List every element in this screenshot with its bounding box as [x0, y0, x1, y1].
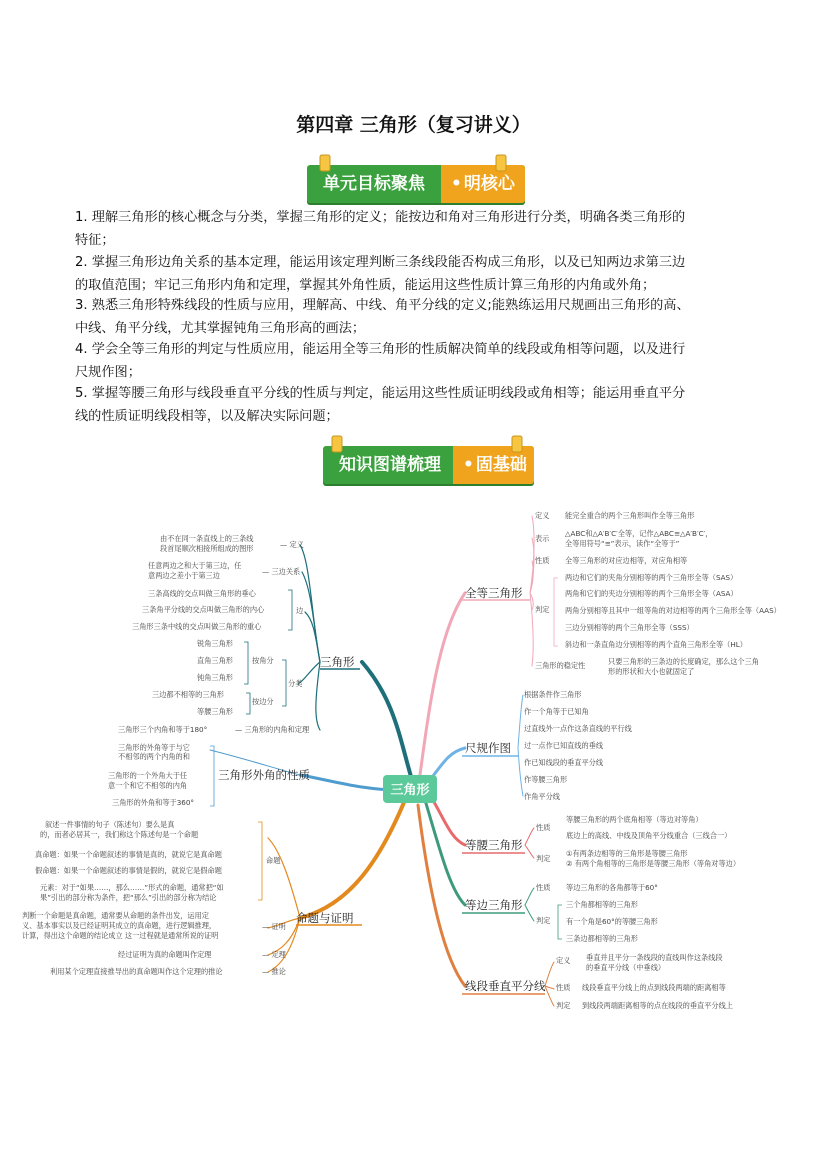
objective-line: 3. 熟悉三角形特殊线段的性质与应用，理解高、中线、角平分线的定义;能熟练运用尺规画出三角形的高、	[75, 298, 690, 313]
leaf-text: 过直线外一点作这条直线的平行线	[524, 724, 632, 733]
leaf-text: 作一个角等于已知角	[524, 707, 589, 716]
leaf-text: 的，而者必居其一，我们称这个陈述句是一个命题	[40, 830, 199, 839]
leaf-text: 由不在同一条直线上的三条线	[160, 534, 254, 543]
leaf-text: 两角和它们的夹边分别相等的两个三角形全等（ASA）	[565, 589, 738, 598]
leaf-text: 作已知线段的垂直平分线	[524, 758, 604, 767]
leaf-text: 两角分别相等且其中一组等角的对边相等的两个三角形全等（AAS）	[565, 606, 781, 615]
node-equilateral: 等边三角形	[465, 898, 523, 912]
leaf-text: 等腰三角形	[197, 707, 233, 716]
node-proposition-proof: 命题与证明	[296, 911, 354, 925]
leaf-text: 的垂直平分线（中垂线）	[586, 963, 666, 972]
banner-left-text: 单元目标聚焦	[323, 174, 425, 194]
leaf-text: 有一个角是60°的等腰三角形	[566, 917, 658, 926]
objective-line: 2. 掌握三角形边角关系的基本定理，能运用该定理判断三条线段能否构成三角形，以及已知两边求第三边	[75, 255, 686, 270]
objective-line: 尺规作图；	[75, 364, 141, 380]
leaf-text: 元素：对于“如果……，那么……”形式的命题，通常把“如	[40, 883, 224, 892]
node-perpendicular-bisector: 线段垂直平分线	[465, 979, 546, 993]
banner-right-text: • 固基础	[453, 446, 534, 484]
leaf-text: 意一个和它不相邻的内角	[108, 781, 188, 790]
leaf-text: 作角平分线	[524, 792, 560, 801]
leaf-text: 三角形三条中线的交点叫做三角形的重心	[132, 622, 262, 631]
leaf-text: 利用某个定理直接推导出的真命题叫作这个定理的推论	[50, 967, 223, 976]
leaf-text: 意两边之差小于第三边	[148, 571, 220, 580]
label-judgement: 判定	[535, 605, 550, 614]
leaf-text: 经过证明为真的命题叫作定理	[118, 950, 212, 959]
label-judgement: 判定	[536, 916, 551, 925]
label-theorem: — 定理	[262, 950, 286, 959]
leaf-text: 垂直并且平分一条线段的直线叫作这条线段	[586, 953, 723, 962]
leaf-text: 底边上的高线、中线及顶角平分线重合（三线合一）	[566, 831, 732, 840]
label-definition: 定义	[556, 956, 571, 965]
page-title: 第四章 三角形（复习讲义）	[296, 114, 531, 136]
leaf-text: 义、基本事实以及已经证明其成立的真命题，进行逻辑推理，	[22, 921, 217, 930]
label-property: 性质	[536, 883, 551, 892]
label-notation: 表示	[535, 534, 550, 543]
label-judgement: 判定	[556, 1001, 571, 1010]
label-proposition: 命题	[266, 856, 281, 865]
center-node-label: 三角形	[390, 783, 430, 798]
leaf-text: 等腰三角形的两个底角相等（等边对等角）	[566, 815, 703, 824]
label-property: 性质	[535, 556, 550, 565]
leaf-text: 直角三角形	[197, 656, 233, 665]
label-definition: 定义	[535, 511, 550, 520]
objective-line: 线的性质证明线段相等，以及解决实际问题；	[75, 408, 339, 424]
label-side-relation: — 三边关系	[262, 567, 301, 576]
label-by-angle: 按角分	[252, 656, 274, 665]
label-property: 性质	[536, 823, 551, 832]
objective-line: 1. 理解三角形的核心概念与分类，掌握三角形的定义；能按边和角对三角形进行分类，明确各类三角形的	[75, 210, 686, 225]
leaf-text: 全等三角形的对应边相等，对应角相等	[565, 556, 688, 565]
leaf-text: 果”引出的部分称为条件，把“那么”引出的部分称为结论	[40, 893, 217, 902]
leaf-text: 能完全重合的两个三角形叫作全等三角形	[565, 511, 695, 520]
label-stability: 三角形的稳定性	[535, 661, 586, 670]
label-classification: 分类	[288, 679, 303, 688]
leaf-text: 三角形的一个外角大于任	[108, 771, 188, 780]
objective-line: 4. 学会全等三角形的判定与性质应用，能运用全等三角形的性质解决简单的线段或角相等问题，以及进行	[75, 342, 686, 357]
leaf-text: 三边分别相等的两个三角形全等（SSS）	[565, 623, 694, 632]
node-construction: 尺规作图	[465, 741, 511, 755]
node-triangle: 三角形	[320, 655, 355, 669]
label-property: 性质	[556, 983, 571, 992]
leaf-text: 叙述一件事情的句子（陈述句）要么是真	[45, 820, 175, 829]
leaf-text: 三条角平分线的交点叫做三角形的内心	[142, 605, 265, 614]
leaf-text: 三角形三个内角和等于180°	[118, 725, 208, 734]
leaf-text: 不相邻的两个内角的和	[118, 752, 190, 761]
objective-line: 特征；	[75, 232, 115, 248]
leaf-text: 任意两边之和大于第三边，任	[148, 561, 242, 570]
leaf-text: 到线段两端距离相等的点在线段的垂直平分线上	[582, 1001, 733, 1010]
leaf-text: 真命题：如果一个命题叙述的事情是真的，就说它是真命题	[35, 850, 222, 859]
leaf-text: ①有两条边相等的三角形是等腰三角形	[566, 849, 688, 858]
leaf-text: 假命题：如果一个命题叙述的事情是假的，就说它是假命题	[35, 866, 222, 875]
leaf-text: 三个角都相等的三角形	[566, 900, 638, 909]
label-segment: 边	[296, 606, 304, 615]
leaf-text: 形的形状和大小也就固定了	[608, 667, 695, 676]
objective-line: 5. 掌握等腰三角形与线段垂直平分线的性质与判定，能运用这些性质证明线段或角相等；能运用垂直平分	[75, 386, 686, 401]
leaf-text: 等边三角形的各角都等于60°	[566, 883, 658, 892]
leaf-text: 两边和它们的夹角分别相等的两个三角形全等（SAS）	[565, 573, 738, 582]
banner-right-label: 明核心	[463, 174, 515, 194]
banner-right-text: • 明核心	[441, 165, 525, 203]
label-angle-sum: — 三角形的内角和定理	[235, 725, 310, 734]
leaf-text: 段首尾顺次相接所组成的图形	[160, 544, 254, 553]
leaf-text: 只要三角形的三条边的长度确定，那么这个三角	[608, 657, 759, 666]
node-congruent: 全等三角形	[465, 586, 523, 600]
leaf-text: 三边都不相等的三角形	[152, 690, 224, 699]
banner-right-label: 固基础	[475, 455, 527, 475]
objective-line: 的取值范围；牢记三角形内角和定理，掌握其外角性质，能运用这些性质计算三角形的内角或外角；	[75, 277, 656, 293]
leaf-text: 线段垂直平分线上的点到线段两端的距离相等	[582, 983, 726, 992]
leaf-text: 三角形的外角和等于360°	[112, 798, 195, 807]
label-corollary: — 推论	[262, 967, 286, 976]
label-by-side: 按边分	[252, 697, 274, 706]
leaf-text: △ABC和△A′B′C′全等，记作△ABC≌△A′B′C′，	[565, 529, 713, 538]
leaf-text: 全等用符号“≌”表示，读作“全等于”	[565, 539, 680, 548]
label-judgement: 判定	[536, 854, 551, 863]
leaf-text: 过一点作已知直线的垂线	[524, 741, 604, 750]
label-definition: — 定义	[280, 540, 304, 549]
label-proof: — 证明	[262, 922, 286, 931]
leaf-text: 三条边都相等的三角形	[566, 934, 638, 943]
banner-left-text: 知识图谱梳理	[339, 455, 441, 475]
leaf-text: 斜边和一条直角边分别相等的两个直角三角形全等（HL）	[565, 640, 747, 649]
objective-line: 中线、角平分线，尤其掌握钝角三角形高的画法；	[75, 320, 366, 336]
node-exterior-angle: 三角形外角的性质	[218, 768, 310, 782]
leaf-text: 根据条件作三角形	[524, 690, 582, 699]
leaf-text: 锐角三角形	[197, 639, 233, 648]
leaf-text: 三条高线的交点叫做三角形的垂心	[148, 589, 256, 598]
leaf-text: ② 有两个角相等的三角形是等腰三角形（等角对等边）	[566, 859, 741, 868]
leaf-text: 作等腰三角形	[524, 775, 568, 784]
leaf-text: 判断一个命题是真命题，通常要从命题的条件出发，运用定	[22, 911, 209, 920]
leaf-text: 三角形的外角等于与它	[118, 743, 190, 752]
leaf-text: 钝角三角形	[197, 673, 233, 682]
leaf-text: 计算，得出这个命题的结论成立 这一过程就是通常所说的证明	[22, 931, 219, 940]
node-isosceles: 等腰三角形	[465, 838, 523, 852]
